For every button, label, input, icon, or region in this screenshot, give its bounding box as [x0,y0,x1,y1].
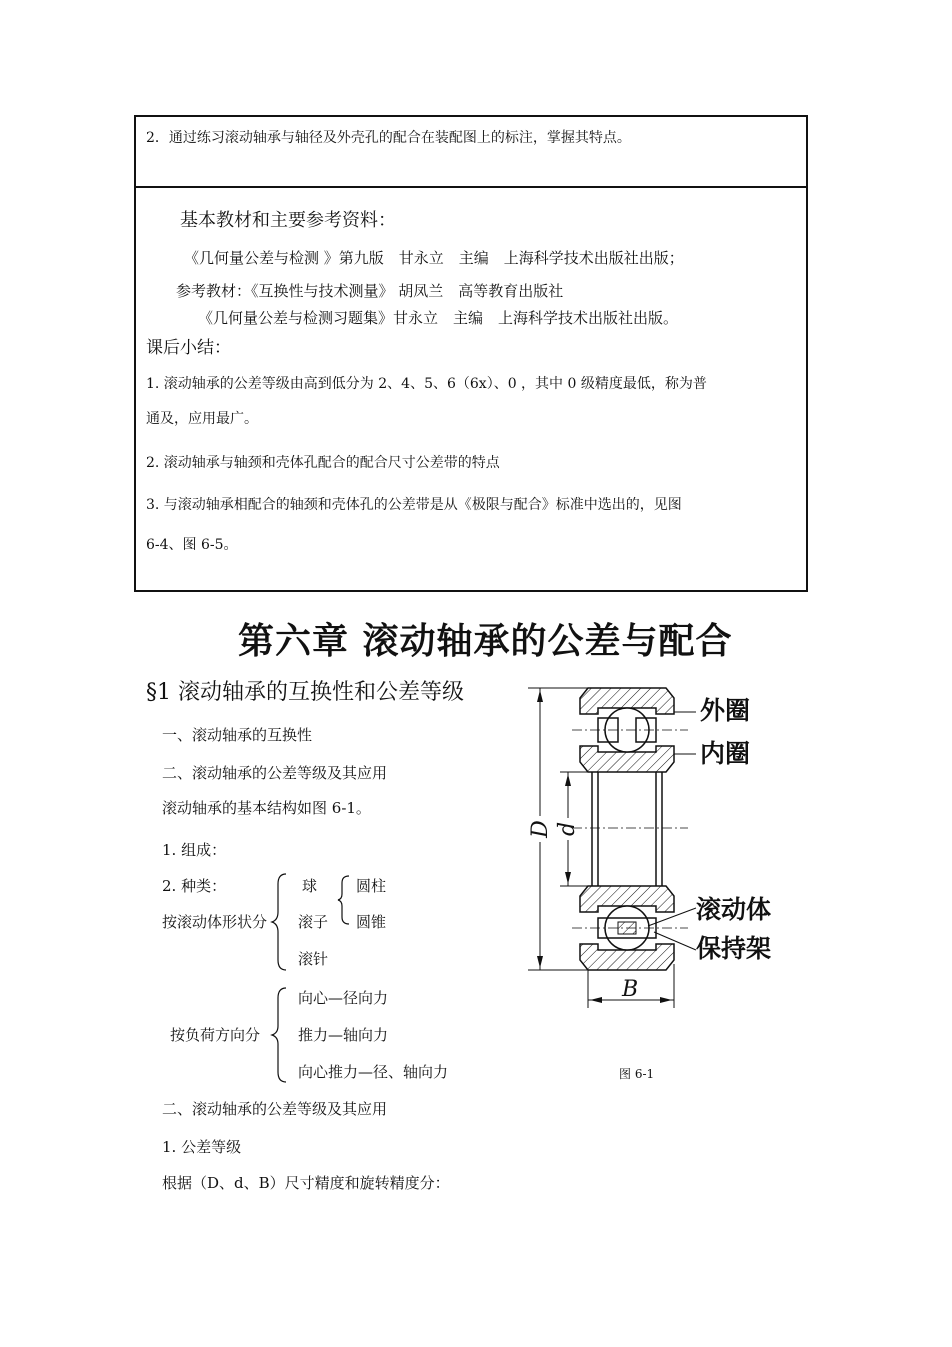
reference-book-2: 参考教材：《互换性与技术测量》 胡凤兰 高等教育出版社 [176,282,564,300]
summary-point-3b: 6-4、图 6-5。 [146,537,238,553]
summary-point-2: 2. 滚动轴承与轴颈和壳体孔配合的配合尺寸公差带的特点 [146,455,500,471]
text-roller: 滚子 [298,913,329,931]
text-by-shape: 按滚动体形状分 [162,913,268,931]
summary-point-3a: 3. 与滚动轴承相配合的轴颈和壳体孔的公差带是从《极限与配合》标准中选出的，见图 [146,497,682,513]
dim-label-D: D [527,820,553,838]
text-needle: 滚针 [298,950,329,968]
text-cylinder: 圆柱 [356,877,387,895]
dim-label-d: d [555,821,581,837]
brace-load [270,986,290,1084]
text-types: 2. 种类： [162,877,227,895]
text-cone: 圆锥 [356,913,387,931]
reference-book-1: 《几何量公差与检测 》第九版 甘永立 主编 上海科学技术出版社出版； [184,249,684,267]
text-composition: 1. 组成： [162,841,227,859]
label-cage: 保持架 [696,934,772,963]
text-thrust: 推力—轴向力 [298,1026,389,1044]
text-radial-thrust: 向心推力—径、轴向力 [298,1063,449,1081]
text-tolerance-grades-2: 二、滚动轴承的公差等级及其应用 [162,1100,388,1118]
text-classification-basis: 根据（D、d、B）尺寸精度和旋转精度分： [162,1174,450,1192]
summary-point-1a: 1. 滚动轴承的公差等级由高到低分为 2、4、5、6（6x）、0 ，其中 0 级精度最低，称为普 [146,376,707,392]
objective-item-2: 2．通过练习滚动轴承与轴径及外壳孔的配合在装配图上的标注，掌握其特点。 [146,130,631,146]
references-heading: 基本教材和主要参考资料： [180,210,396,231]
text-tolerance-grade: 1. 公差等级 [162,1138,242,1156]
reference-book-3: 《几何量公差与检测习题集》甘永立 主编 上海科学技术出版社出版。 [198,309,679,327]
label-inner-ring: 内圈 [700,739,751,768]
label-rolling-body: 滚动体 [696,895,772,924]
summary-heading: 课后小结： [146,338,231,358]
text-ball: 球 [302,877,318,895]
text-radial: 向心—径向力 [298,989,389,1007]
dim-label-B: B [622,977,639,1002]
section-heading: §1 滚动轴承的互换性和公差等级 [146,680,464,705]
brace-roller [336,874,352,926]
objective-box [134,115,808,188]
text-basic-structure: 滚动轴承的基本结构如图 6-1。 [162,799,371,817]
label-outer-ring: 外圈 [700,696,751,725]
text-tolerance-grades: 二、滚动轴承的公差等级及其应用 [162,764,388,782]
summary-point-1b: 通及，应用最广。 [146,411,258,427]
text-interchangeability: 一、滚动轴承的互换性 [162,726,313,744]
bearing-figure [520,680,820,1020]
chapter-title: 第六章 滚动轴承的公差与配合 [238,621,733,662]
brace-shape [270,872,290,972]
figure-caption: 图 6-1 [619,1067,655,1081]
text-by-load: 按负荷方向分 [170,1026,261,1044]
